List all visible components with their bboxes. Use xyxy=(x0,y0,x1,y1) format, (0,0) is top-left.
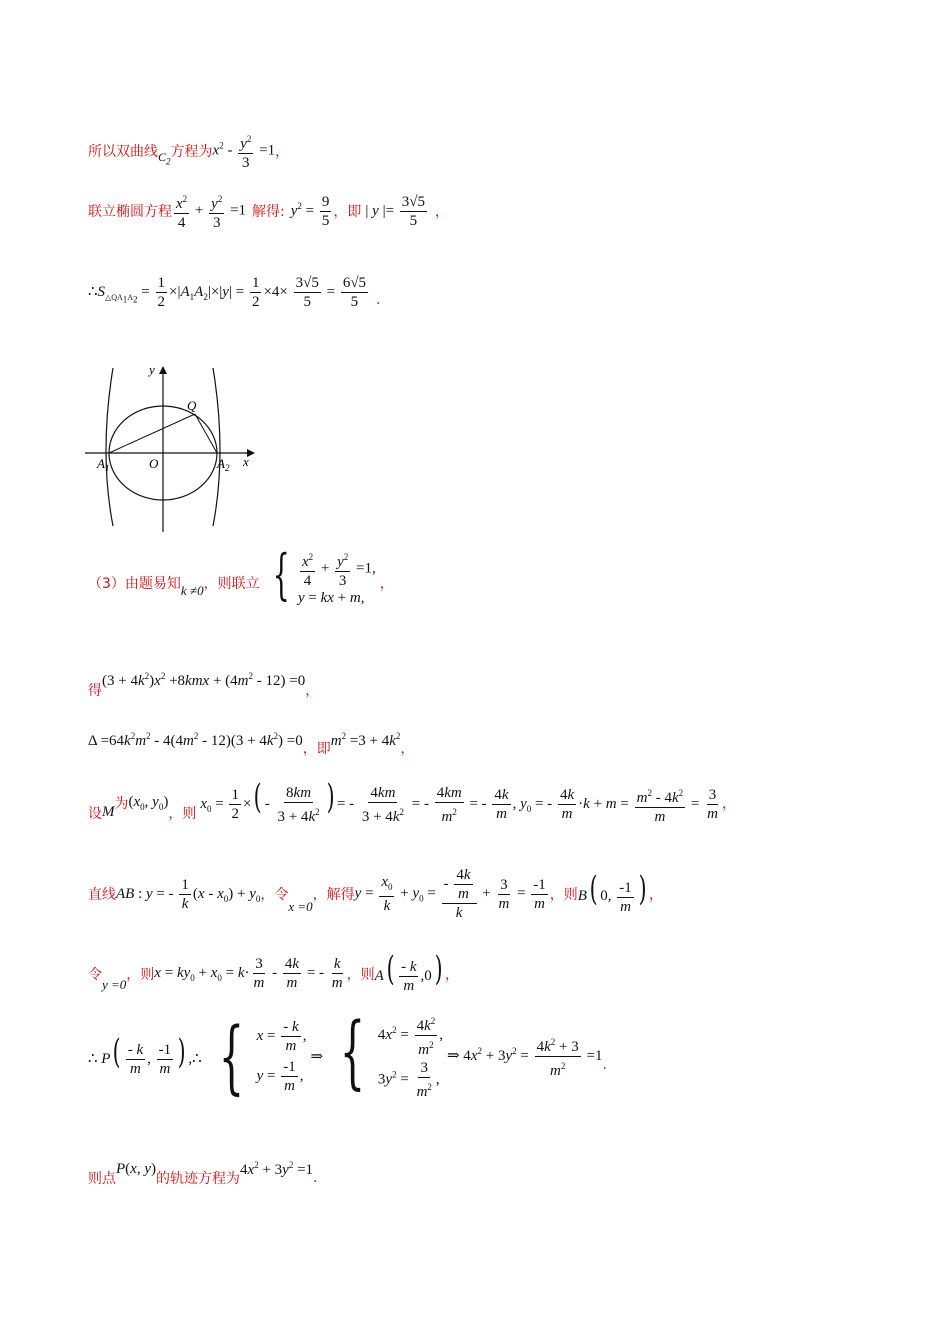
label-o: O xyxy=(149,456,159,471)
area-formula: $\therefore S_{\triangle QA_1A_2}$ = $\frac{1}{2}$ $\times|A_1A_2|\times|y|$ = $\frac{1}{2}$ ×4× $\frac{3√5}{5}$ = $\frac{6√5}{5}$ xyxy=(88,275,367,310)
label-y: y xyxy=(149,362,155,377)
line-midpoint: 设 M 为 ($x_0$, $y_0$) ，则 $x_0$ = $\frac{1}{2}$ ×( - $\frac{8km}{3 + 4k^2}$ ) = - $\frac{4km}{3 + 4k^2}$ = - $\frac{4km}{m^2}$ = - $\frac{4k}{m}$ , $y_0$ = - $\frac{4k}{m}$ ·k + m = $\frac{m^2 - 4k^2}{m}$ = $\frac{3}{m}$ ， xyxy=(88,777,736,825)
segment-q-a2 xyxy=(195,414,217,453)
line-a-point: 令 y =0 ，则 $x = ky_0 + x_0 = k\cdot$ $\frac{3}{m}$ - $\frac{4k}{m}$ = - $\frac{k}{m}$ ，则 A( $\frac{- k}{m}$ ,0) ， xyxy=(88,949,459,995)
label-a2: $A_2$ xyxy=(217,456,230,473)
label-a1: $A_1$ xyxy=(97,456,110,473)
locus-equation: $4x^2 + 3y^2 =1$ xyxy=(240,1159,314,1178)
y-squared-result: $y^2$ = $\frac{9}{5}$ xyxy=(290,193,330,229)
c2-label: $C_2$ xyxy=(158,149,171,167)
system-p-xy: { x = $\frac{- k}{m}$ , y = $\frac{-1}{m}$ , xyxy=(218,1009,307,1103)
ellipse-hyperbola-figure xyxy=(85,360,265,532)
locus-derivation: ⇒ $4x^2 + 3y^2$ = $\frac{4k^2 + 3}{m^2}$ =1 xyxy=(447,1033,602,1080)
line-quadratic: 得 $(3 + 4k^2)x^2 +8kmx + (4m^2 - 12) =0$ ， xyxy=(88,670,320,699)
system-ellipse-line: { $\frac{x^2}{4}$ + $\frac{y^2}{3}$ =1, y = kx + m, xyxy=(272,543,376,606)
line-part3-system: （3）由题易知 k ≠0 ，则联立 { $\frac{x^2}{4}$ + $\frac{y^2}{3}$ =1, y = kx + m, ， xyxy=(88,543,394,606)
b-y-solution: y = $\frac{x_0}{k}$ + $y_0$ = - $\frac{4k}{m}$ k + $\frac{3}{m}$ = $\frac{-1}{m}$ xyxy=(354,867,546,921)
discriminant-equation: $\Delta =64k^2m^2 - 4(4m^2 - 12)(3 + 4k^2) =0$ xyxy=(88,730,303,749)
label-q: Q xyxy=(187,398,197,413)
point-a: A( $\frac{- k}{m}$ ,0) xyxy=(374,949,443,995)
hyperbola-formula: $x^2$ - $\frac{y^2}{3}$ =1 xyxy=(213,130,276,172)
label-x: x xyxy=(243,454,249,469)
line-p-locus: ∴ P( $\frac{- k}{m}$ , $\frac{-1}{m}$ ) ,∴ { x = $\frac{- k}{m}$ , y = $\frac{-1}{m}$ , ⇒ { $4x^2$ = $\frac{4k^2}{m^2}$ , $3y^2$ = $\frac{3}{m^2}$ , ⇒ $4x^2 + 3y^2$ = $\frac{4k^2 + 3}{m^2}$ =1 . xyxy=(88,1005,607,1103)
m-coords: ($x_0$, $y_0$) xyxy=(128,793,169,812)
line-ab: 直线 AB : y = - $\frac{1}{k}$ $(x - x_0) + y_0$ ，令 x =0 ，解得 y = $\frac{x_0}{k}$ + $y_0$ = - $\frac{4k}{m}$ k + $\frac{3}{m}$ = $\frac{-1}{m}$ ，则 B( 0, $\frac{-1}{m}$ ) ， xyxy=(88,867,663,921)
system-p-squared: { $4x^2$ = $\frac{4k^2}{m^2}$ , $3y^2$ = $\frac{3}{m^2}$ , xyxy=(339,1005,443,1100)
m-point: M xyxy=(102,804,115,821)
line-discriminant: $\Delta =64k^2m^2 - 4(4m^2 - 12)(3 + 4k^2) =0$ ，即 $m^2 =3 + 4k^2$ ， xyxy=(88,730,415,757)
segment-a1-q xyxy=(109,414,195,453)
quadratic-equation: $(3 + 4k^2)x^2 +8kmx + (4m^2 - 12) =0$ xyxy=(102,670,306,689)
point-b: B( 0, $\frac{-1}{m}$ ) xyxy=(577,869,647,915)
point-p-coords: ∴ P( $\frac{- k}{m}$ , $\frac{-1}{m}$ ) ,∴ xyxy=(88,1031,202,1078)
ab-equation: AB : y = - $\frac{1}{k}$ $(x - x_0) + y_0$ xyxy=(116,876,261,912)
line-conclusion: 则点 P(x, y) 的轨迹方程为 $4x^2 + 3y^2 =1$ . xyxy=(88,1159,318,1187)
point-p: P(x, y) xyxy=(116,1160,157,1177)
abs-y-result: | y |= $\frac{3√5}{5}$ xyxy=(365,193,426,229)
line-area: $\therefore S_{\triangle QA_1A_2}$ = $\frac{1}{2}$ $\times|A_1A_2|\times|y|$ = $\frac{1}{2}$ ×4× $\frac{3√5}{5}$ = $\frac{6√5}{5}$ . xyxy=(88,275,381,310)
a-x-solution: $x = ky_0 + x_0 = k\cdot$ $\frac{3}{m}$ - $\frac{4k}{m}$ = - $\frac{k}{m}$ xyxy=(154,956,343,992)
ellipse-formula: $\frac{x^2}{4}$ + $\frac{y^2}{3}$ =1 xyxy=(172,190,246,232)
line-solve-ellipse: 联立椭圆方程 $\frac{x^2}{4}$ + $\frac{y^2}{3}$ =1 解得: $y^2$ = $\frac{9}{5}$ ，即 | y |= $\frac{3√5}{5}$ ， xyxy=(88,190,449,232)
m-squared-result: $m^2 =3 + 4k^2$ xyxy=(330,730,401,749)
y-axis-arrow xyxy=(159,366,167,374)
line-hyperbola-equation: 所以双曲线 $C_2$ 方程为 $x^2$ - $\frac{y^2}{3}$ =1 ， xyxy=(88,130,289,172)
midpoint-formulas: $x_0$ = $\frac{1}{2}$ ×( - $\frac{8km}{3 + 4k^2}$ ) = - $\frac{4km}{3 + 4k^2}$ = - $\frac{4km}{m^2}$ = - $\frac{4k}{m}$ , $y_0$ = - $\frac{4k}{m}$ ·k + m = $\frac{m^2 - 4k^2}{m}$ = $\frac{3}{m}$ xyxy=(200,777,718,825)
